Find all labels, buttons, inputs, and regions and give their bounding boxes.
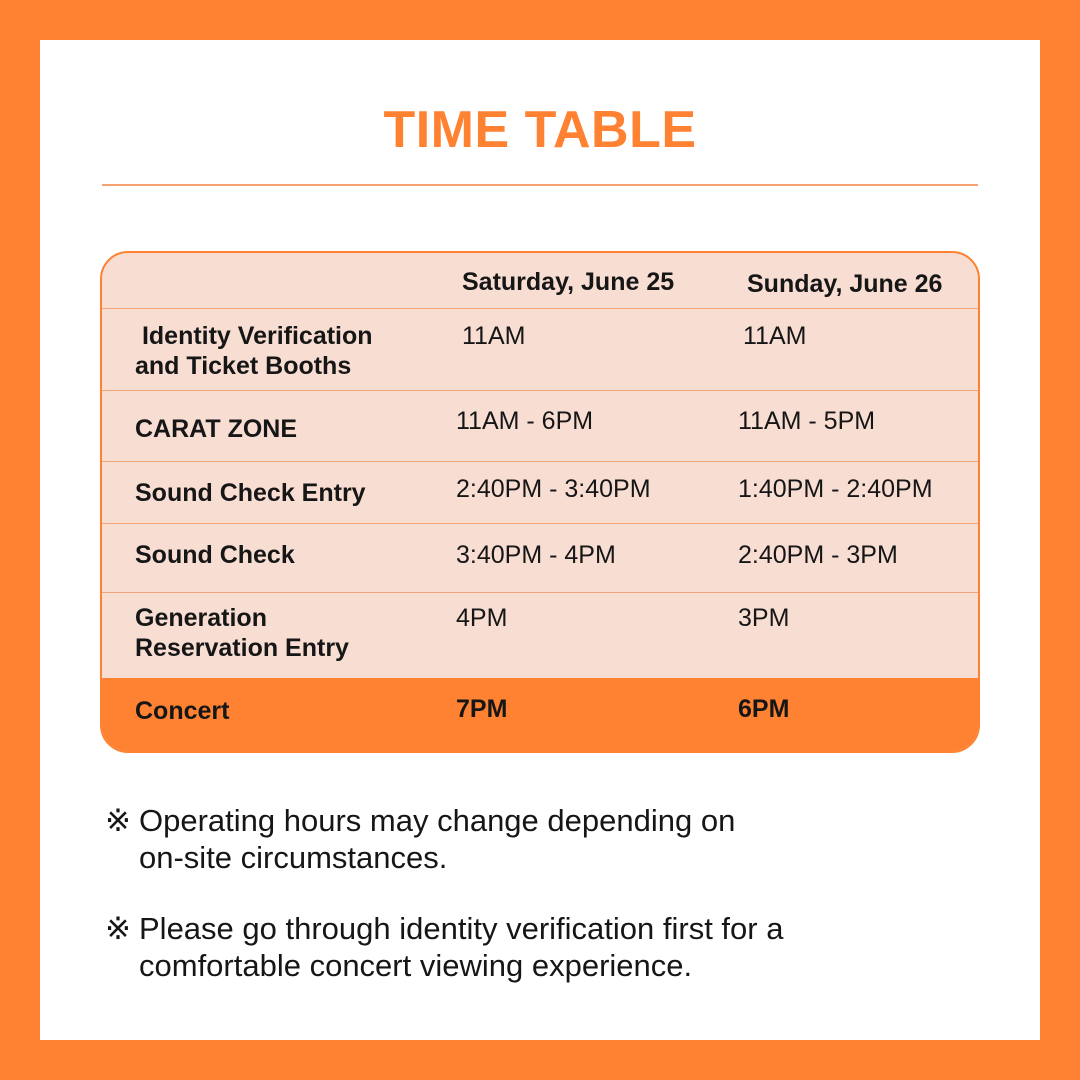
row-label-line: Generation bbox=[135, 604, 267, 632]
note-line: on-site circumstances. bbox=[139, 840, 448, 875]
table-row bbox=[102, 592, 978, 678]
timetable bbox=[100, 251, 980, 753]
row-label-line: Reservation Entry bbox=[135, 634, 349, 662]
sunday-time: 11AM bbox=[743, 322, 807, 350]
sunday-time: 3PM bbox=[738, 604, 790, 632]
column-header-sunday: Sunday, June 26 bbox=[747, 270, 943, 298]
saturday-time: 7PM bbox=[456, 695, 508, 723]
note-line: Please go through identity verification first for a bbox=[139, 911, 784, 946]
table-row bbox=[102, 461, 978, 523]
sunday-time: 2:40PM - 3PM bbox=[738, 541, 898, 569]
sunday-time: 6PM bbox=[738, 695, 790, 723]
row-label: Sound Check bbox=[135, 541, 295, 569]
note-line: comfortable concert viewing experience. bbox=[139, 948, 693, 983]
column-header-saturday: Saturday, June 25 bbox=[462, 268, 675, 296]
row-label-line: and Ticket Booths bbox=[135, 352, 352, 380]
saturday-time: 11AM bbox=[462, 322, 526, 350]
title-divider bbox=[102, 184, 978, 186]
reference-mark-icon: ※ bbox=[105, 911, 131, 946]
sunday-time: 1:40PM - 2:40PM bbox=[738, 475, 933, 503]
table-row bbox=[102, 390, 978, 461]
table-row-concert bbox=[102, 678, 978, 753]
row-label: Sound Check Entry bbox=[135, 479, 366, 507]
table-row bbox=[102, 523, 978, 592]
note-text bbox=[139, 910, 859, 984]
row-label-line: Identity Verification bbox=[135, 322, 373, 350]
table-row bbox=[102, 308, 978, 390]
table-header-row bbox=[102, 253, 978, 308]
row-label: Concert bbox=[135, 697, 230, 725]
sunday-time: 11AM - 5PM bbox=[738, 407, 876, 435]
saturday-time: 11AM - 6PM bbox=[456, 407, 594, 435]
reference-mark-icon: ※ bbox=[105, 803, 131, 838]
saturday-time: 4PM bbox=[456, 604, 508, 632]
saturday-time: 3:40PM - 4PM bbox=[456, 541, 616, 569]
page-title: TIME TABLE bbox=[383, 101, 697, 159]
saturday-time: 2:40PM - 3:40PM bbox=[456, 475, 651, 503]
note-text bbox=[139, 802, 859, 876]
note-line: Operating hours may change depending on bbox=[139, 803, 736, 838]
row-label: CARAT ZONE bbox=[135, 415, 298, 443]
